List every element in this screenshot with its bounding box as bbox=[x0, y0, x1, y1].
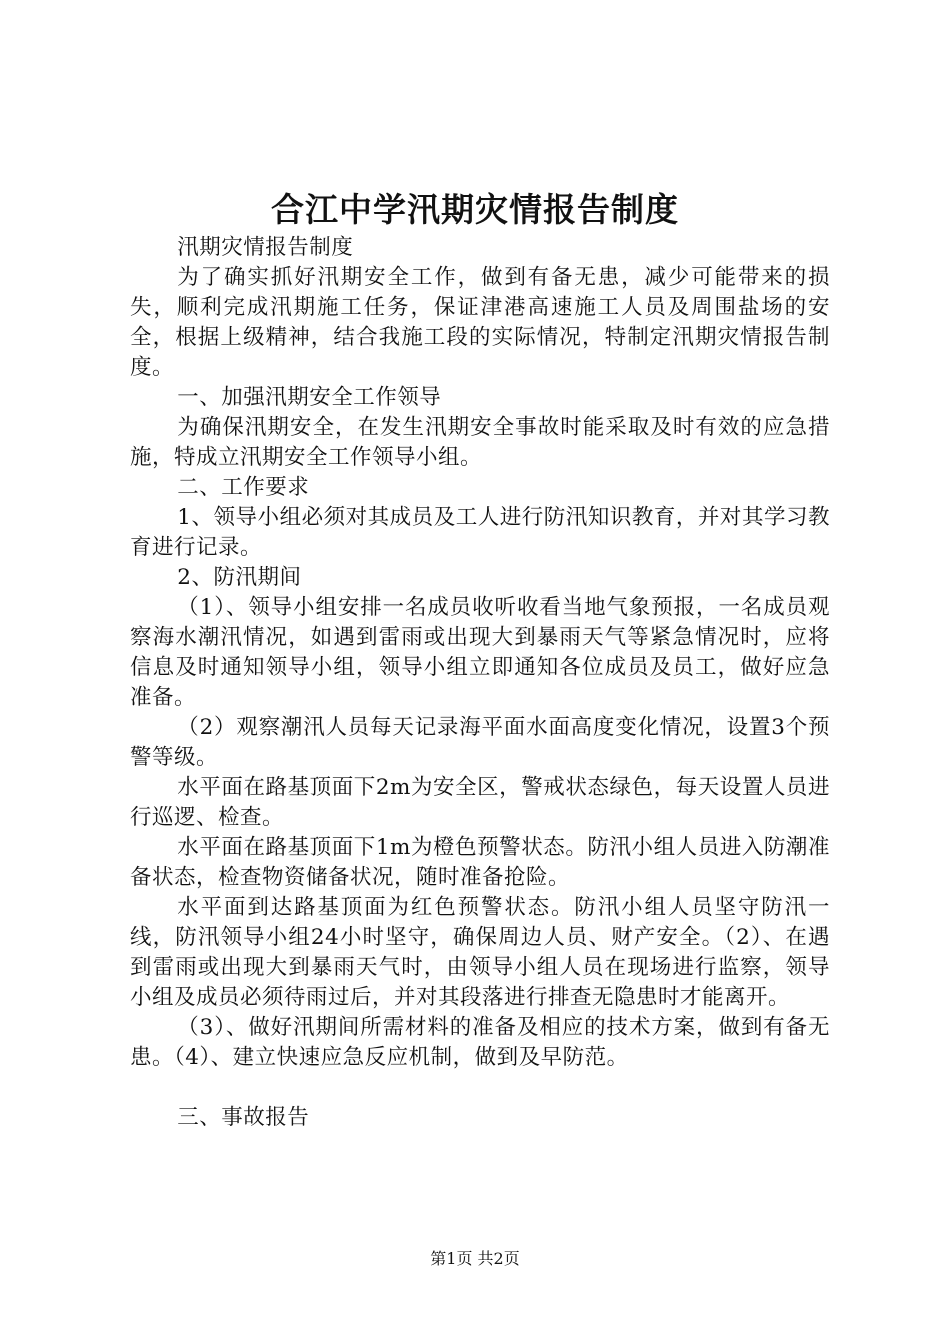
paragraph-section-1: 为确保汛期安全，在发生汛期安全事故时能采取及时有效的应急措施，特成立汛期安全工作领导小组。 bbox=[130, 415, 830, 470]
page-footer: 第1页 共2页 bbox=[430, 1249, 520, 1268]
paragraph-intro: 为了确实抓好汛期安全工作，做到有备无患，减少可能带来的损失，顺利完成汛期施工任务，保证津港高速施工人员及周围盐场的安全，根据上级精神，结合我施工段的实际情况，特制定汛期灾情报告制度。 bbox=[130, 265, 830, 380]
document-title: 合江中学汛期灾情报告制度 bbox=[271, 190, 679, 229]
paragraph-level-red: 水平面到达路基顶面为红色预警状态。防汛小组人员坚守防汛一线，防汛领导小组24小时坚守，确保周边人员、财产安全。（2）、在遇到雷雨或出现大到暴雨天气时，由领导小组人员在现场进行监察，领导小组及成员必须待雨过后，并对其段落进行排查无隐患时才能离开。 bbox=[130, 895, 830, 1010]
paragraph-item-2: 2、防汛期间 bbox=[177, 565, 302, 590]
paragraph-subitem-3-4: （3）、做好汛期间所需材料的准备及相应的技术方案，做到有备无患。（4）、建立快速应急反应机制，做到及早防范。 bbox=[130, 1015, 830, 1070]
paragraph-level-orange: 水平面在路基顶面下1m为橙色预警状态。防汛小组人员进入防潮准备状态，检查物资储备状况，随时准备抢险。 bbox=[130, 835, 830, 890]
paragraph-item-1: 1、领导小组必须对其成员及工人进行防汛知识教育，并对其学习教育进行记录。 bbox=[130, 505, 830, 560]
section-heading-3: 三、事故报告 bbox=[177, 1105, 310, 1130]
paragraph-subitem-1: （1）、领导小组安排一名成员收听收看当地气象预报，一名成员观察海水潮汛情况，如遇到雷雨或出现大到暴雨天气等紧急情况时，应将信息及时通知领导小组，领导小组立即通知各位成员及员工，做好应急准备。 bbox=[130, 595, 830, 710]
paragraph-level-green: 水平面在路基顶面下2m为安全区，警戒状态绿色，每天设置人员进行巡逻、检查。 bbox=[130, 775, 830, 830]
document-body bbox=[130, 233, 830, 1133]
section-heading-2: 二、工作要求 bbox=[177, 475, 310, 500]
paragraph-subitem-2: （2）观察潮汛人员每天记录海平面水面高度变化情况，设置3个预警等级。 bbox=[130, 715, 830, 770]
paragraph-heading: 汛期灾情报告制度 bbox=[177, 235, 354, 260]
section-heading-1: 一、加强汛期安全工作领导 bbox=[177, 385, 442, 410]
